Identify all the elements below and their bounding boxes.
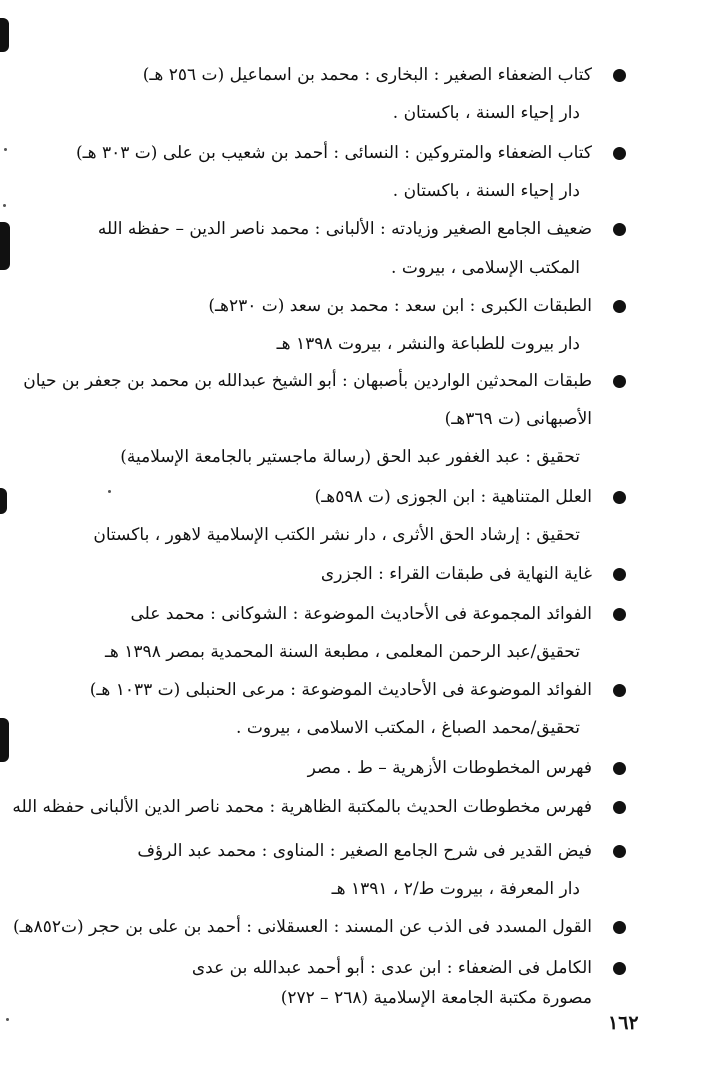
entry-detail: الأصبهانى (ت ٣٦٩هـ) [444,409,592,429]
scan-edge-mark [0,718,9,762]
entry-title: غاية النهاية فى طبقات القراء : الجزرى [320,564,592,584]
entry-detail: دار بيروت للطباعة والنشر ، بيروت ١٣٩٨ هـ [276,334,580,354]
entry-title: فيض القدير فى شرح الجامع الصغير : المناوى : محمد عبد الرؤف [137,841,592,861]
bullet-icon [613,69,626,82]
entry-title: طبقات المحدثين الواردين بأصبهان : أبو الشيخ عبدالله بن محمد بن جعفر بن حيان [23,371,592,391]
bullet-icon [613,300,626,313]
scan-speck [108,490,111,493]
bullet-icon [613,375,626,388]
bullet-icon [613,491,626,504]
entry-title: كتاب الضعفاء الصغير : البخارى : محمد بن اسماعيل (ت ٢٥٦ هـ) [142,65,592,85]
scan-edge-mark [0,222,10,270]
entry-detail: تحقيق/عبد الرحمن المعلمى ، مطبعة السنة المحمدية بمصر ١٣٩٨ هـ [104,642,580,662]
bullet-icon [613,962,626,975]
bullet-icon [613,147,626,160]
bullet-icon [613,921,626,934]
bullet-icon [613,801,626,814]
entry-title: كتاب الضعفاء والمتروكين : النسائى : أحمد بن شعيب بن على (ت ٣٠٣ هـ) [76,143,592,163]
entry-detail: تحقيق/محمد الصباغ ، المكتب الاسلامى ، بيروت . [236,718,580,738]
bullet-icon [613,223,626,236]
entry-detail: مصورة مكتبة الجامعة الإسلامية (٢٦٨ – ٢٧٢) [280,988,592,1008]
entry-title: الكامل فى الضعفاء : ابن عدى : أبو أحمد عبدالله بن عدى [191,958,592,978]
entry-title: الطبقات الكبرى : ابن سعد : محمد بن سعد (ت ٢٣٠هـ) [208,296,592,316]
bullet-icon [613,608,626,621]
bullet-icon [613,568,626,581]
entry-detail: تحقيق : إرشاد الحق الأثرى ، دار نشر الكتب الإسلامية لاهور ، باكستان [93,525,580,545]
entry-title: ضعيف الجامع الصغير وزيادته : الألبانى : محمد ناصر الدين – حفظه الله [97,219,592,239]
bullet-icon [613,762,626,775]
entry-title: الفوائد الموضوعة فى الأحاديث الموضوعة : مرعى الحنبلى (ت ١٠٣٣ هـ) [89,680,592,700]
bullet-icon [613,845,626,858]
entry-title: الفوائد المجموعة فى الأحاديث الموضوعة : الشوكانى : محمد على [130,604,592,624]
scan-speck [4,148,7,151]
entry-detail: المكتب الإسلامى ، بيروت . [391,258,580,278]
entry-detail: تحقيق : عبد الغفور عبد الحق (رسالة ماجستير بالجامعة الإسلامية) [120,447,580,467]
entry-title: القول المسدد فى الذب عن المسند : العسقلانى : أحمد بن على بن حجر (ت٨٥٢هـ) [13,917,592,937]
bullet-icon [613,684,626,697]
page-number: ١٦٢ [608,1012,639,1034]
entry-title: فهرس مخطوطات الحديث بالمكتبة الظاهرية : محمد ناصر الدين الألبانى حفظه الله [12,797,592,817]
scan-edge-mark [0,18,9,52]
entry-title: فهرس المخطوطات الأزهرية – ط . مصر [307,758,592,778]
scan-speck [6,1018,9,1021]
scan-speck [3,204,6,207]
entry-detail: دار إحياء السنة ، باكستان . [392,103,580,123]
entry-detail: دار المعرفة ، بيروت ط/٢ ، ١٣٩١ هـ [331,879,580,899]
scan-edge-mark [0,488,7,514]
entry-title: العلل المتناهية : ابن الجوزى (ت ٥٩٨هـ) [314,487,592,507]
entry-detail: دار إحياء السنة ، باكستان . [392,181,580,201]
